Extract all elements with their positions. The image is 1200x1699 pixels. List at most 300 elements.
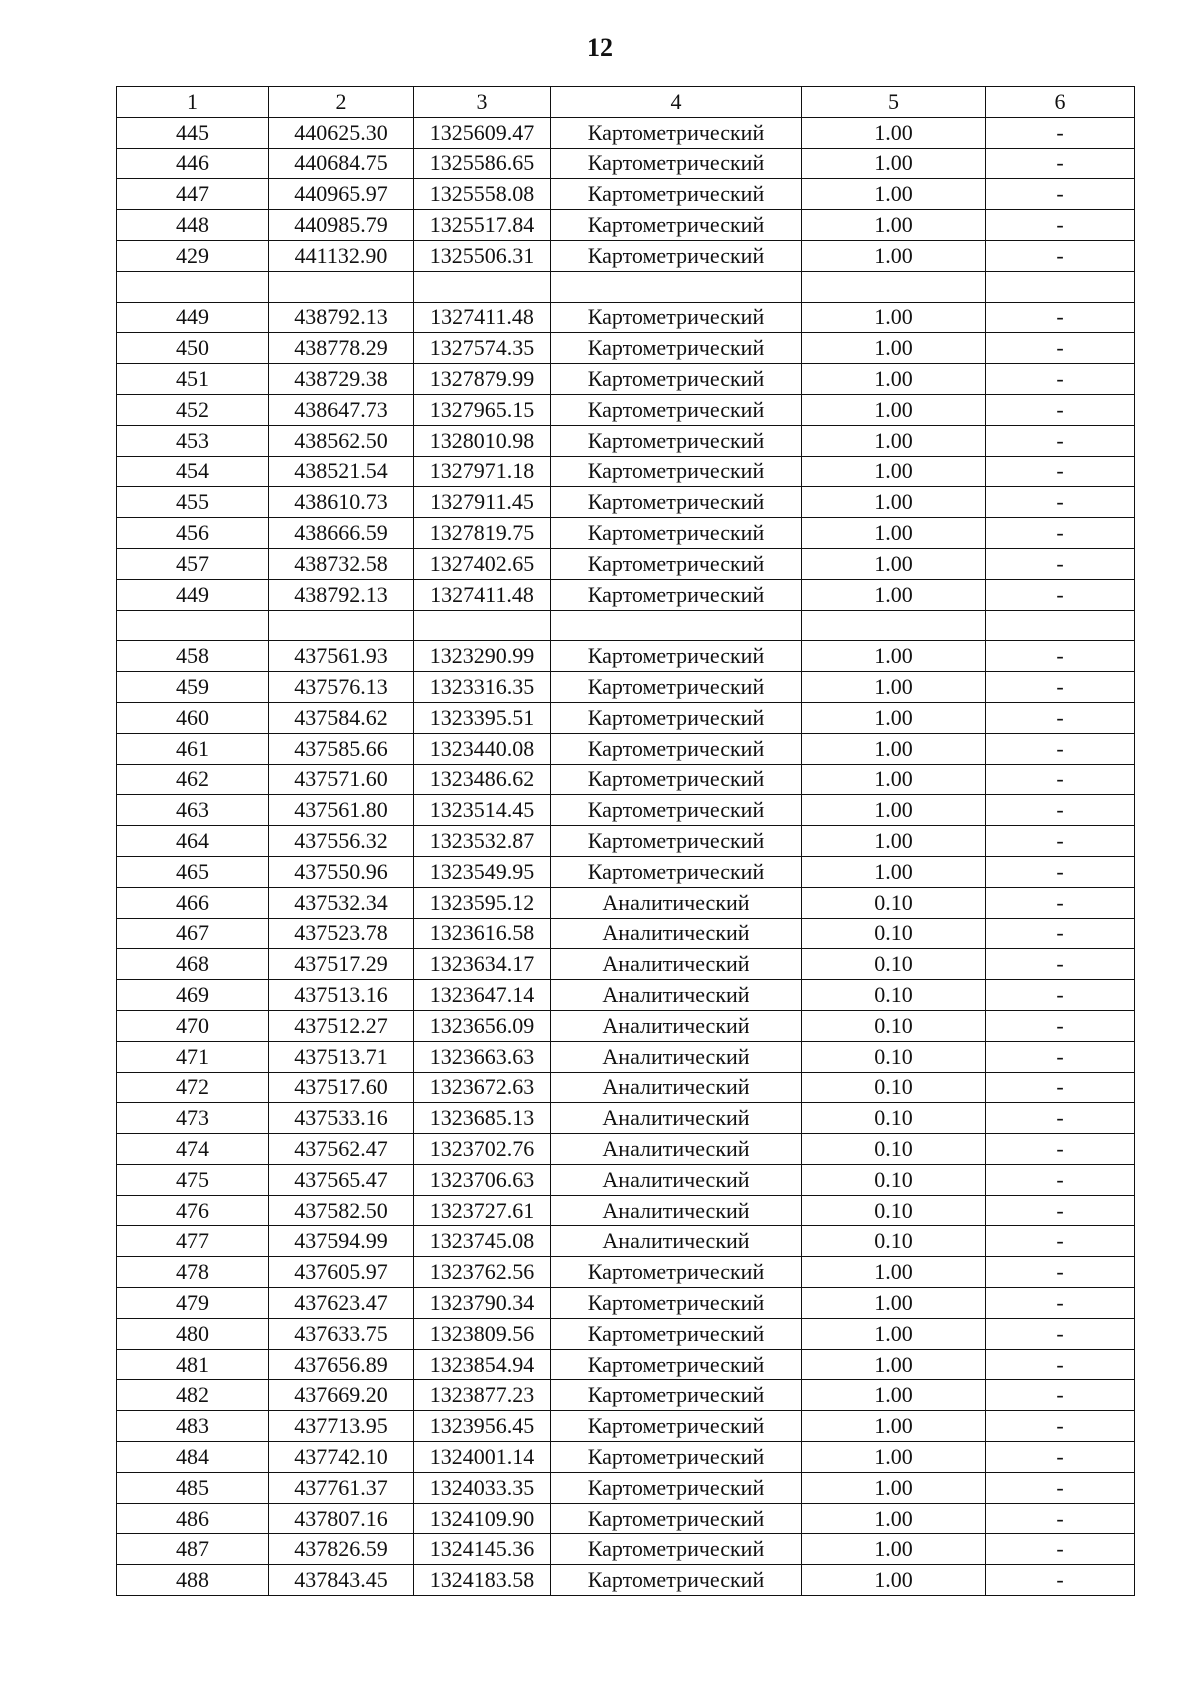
method-cell: Картометрический bbox=[551, 1472, 802, 1503]
x-coordinate-cell: 437585.66 bbox=[269, 733, 414, 764]
y-coordinate-cell: 1327402.65 bbox=[414, 548, 551, 579]
method-cell: Картометрический bbox=[551, 240, 802, 271]
x-coordinate-cell: 437565.47 bbox=[269, 1164, 414, 1195]
method-cell: Картометрический bbox=[551, 1257, 802, 1288]
method-cell: Картометрический bbox=[551, 1442, 802, 1473]
x-coordinate-cell: 437550.96 bbox=[269, 856, 414, 887]
method-cell: Аналитический bbox=[551, 1226, 802, 1257]
y-coordinate-cell: 1323532.87 bbox=[414, 826, 551, 857]
accuracy-cell: 1.00 bbox=[802, 641, 986, 672]
point-number-cell: 447 bbox=[117, 179, 269, 210]
point-number-cell: 456 bbox=[117, 518, 269, 549]
accuracy-cell: 0.10 bbox=[802, 1195, 986, 1226]
header-cell-6: 6 bbox=[986, 87, 1135, 118]
y-coordinate-cell: 1323290.99 bbox=[414, 641, 551, 672]
table-row bbox=[117, 702, 1135, 733]
point-number-cell: 468 bbox=[117, 949, 269, 980]
note-cell: - bbox=[986, 456, 1135, 487]
note-cell: - bbox=[986, 918, 1135, 949]
y-coordinate-cell: 1324183.58 bbox=[414, 1565, 551, 1596]
table-row bbox=[117, 1041, 1135, 1072]
x-coordinate-cell: 438792.13 bbox=[269, 579, 414, 610]
note-cell: - bbox=[986, 1103, 1135, 1134]
x-coordinate-cell: 437532.34 bbox=[269, 887, 414, 918]
note-cell: - bbox=[986, 117, 1135, 148]
table-row bbox=[117, 394, 1135, 425]
header-cell-1: 1 bbox=[117, 87, 269, 118]
note-cell: - bbox=[986, 1318, 1135, 1349]
y-coordinate-cell: 1323549.95 bbox=[414, 856, 551, 887]
accuracy-cell: 0.10 bbox=[802, 1103, 986, 1134]
method-cell: Картометрический bbox=[551, 117, 802, 148]
x-coordinate-cell: 440965.97 bbox=[269, 179, 414, 210]
y-coordinate-cell: 1323762.56 bbox=[414, 1257, 551, 1288]
table-row bbox=[117, 1010, 1135, 1041]
table-row bbox=[117, 1072, 1135, 1103]
method-cell bbox=[551, 271, 802, 302]
method-cell: Картометрический bbox=[551, 548, 802, 579]
method-cell: Картометрический bbox=[551, 518, 802, 549]
point-number-cell: 487 bbox=[117, 1534, 269, 1565]
point-number-cell: 449 bbox=[117, 579, 269, 610]
point-number-cell: 458 bbox=[117, 641, 269, 672]
y-coordinate-cell: 1327879.99 bbox=[414, 364, 551, 395]
point-number-cell: 469 bbox=[117, 980, 269, 1011]
method-cell: Картометрический bbox=[551, 1565, 802, 1596]
y-coordinate-cell: 1328010.98 bbox=[414, 425, 551, 456]
method-cell: Картометрический bbox=[551, 641, 802, 672]
accuracy-cell: 1.00 bbox=[802, 1472, 986, 1503]
note-cell bbox=[986, 610, 1135, 641]
note-cell: - bbox=[986, 672, 1135, 703]
note-cell: - bbox=[986, 302, 1135, 333]
point-number-cell: 485 bbox=[117, 1472, 269, 1503]
y-coordinate-cell: 1325517.84 bbox=[414, 210, 551, 241]
method-cell: Аналитический bbox=[551, 1072, 802, 1103]
note-cell: - bbox=[986, 1411, 1135, 1442]
point-number-cell bbox=[117, 610, 269, 641]
x-coordinate-cell: 438729.38 bbox=[269, 364, 414, 395]
note-cell: - bbox=[986, 1195, 1135, 1226]
table-body bbox=[117, 117, 1135, 1595]
note-cell: - bbox=[986, 425, 1135, 456]
header-row bbox=[117, 87, 1135, 118]
table-row bbox=[117, 826, 1135, 857]
accuracy-cell: 1.00 bbox=[802, 764, 986, 795]
table-row bbox=[117, 302, 1135, 333]
note-cell: - bbox=[986, 887, 1135, 918]
y-coordinate-cell: 1323440.08 bbox=[414, 733, 551, 764]
point-number-cell: 472 bbox=[117, 1072, 269, 1103]
y-coordinate-cell: 1323663.63 bbox=[414, 1041, 551, 1072]
x-coordinate-cell: 437561.80 bbox=[269, 795, 414, 826]
accuracy-cell: 0.10 bbox=[802, 1226, 986, 1257]
x-coordinate-cell: 437826.59 bbox=[269, 1534, 414, 1565]
accuracy-cell: 1.00 bbox=[802, 1534, 986, 1565]
x-coordinate-cell: 437633.75 bbox=[269, 1318, 414, 1349]
x-coordinate-cell: 438610.73 bbox=[269, 487, 414, 518]
note-cell: - bbox=[986, 1257, 1135, 1288]
x-coordinate-cell: 437562.47 bbox=[269, 1134, 414, 1165]
accuracy-cell: 1.00 bbox=[802, 487, 986, 518]
method-cell: Аналитический bbox=[551, 918, 802, 949]
method-cell: Картометрический bbox=[551, 1288, 802, 1319]
note-cell: - bbox=[986, 1380, 1135, 1411]
table-row bbox=[117, 1257, 1135, 1288]
point-number-cell: 460 bbox=[117, 702, 269, 733]
accuracy-cell: 1.00 bbox=[802, 856, 986, 887]
note-cell: - bbox=[986, 1503, 1135, 1534]
note-cell: - bbox=[986, 826, 1135, 857]
x-coordinate-cell: 437512.27 bbox=[269, 1010, 414, 1041]
table-row bbox=[117, 1318, 1135, 1349]
x-coordinate-cell: 438666.59 bbox=[269, 518, 414, 549]
method-cell: Картометрический bbox=[551, 795, 802, 826]
point-number-cell: 476 bbox=[117, 1195, 269, 1226]
x-coordinate-cell: 437523.78 bbox=[269, 918, 414, 949]
accuracy-cell: 0.10 bbox=[802, 918, 986, 949]
y-coordinate-cell: 1323395.51 bbox=[414, 702, 551, 733]
note-cell: - bbox=[986, 1565, 1135, 1596]
x-coordinate-cell: 440985.79 bbox=[269, 210, 414, 241]
note-cell: - bbox=[986, 764, 1135, 795]
accuracy-cell bbox=[802, 271, 986, 302]
y-coordinate-cell: 1323316.35 bbox=[414, 672, 551, 703]
accuracy-cell bbox=[802, 610, 986, 641]
table-row bbox=[117, 117, 1135, 148]
point-number-cell: 481 bbox=[117, 1349, 269, 1380]
method-cell bbox=[551, 610, 802, 641]
accuracy-cell: 1.00 bbox=[802, 1442, 986, 1473]
x-coordinate-cell: 437513.16 bbox=[269, 980, 414, 1011]
point-number-cell: 465 bbox=[117, 856, 269, 887]
y-coordinate-cell: 1323656.09 bbox=[414, 1010, 551, 1041]
method-cell: Картометрический bbox=[551, 764, 802, 795]
x-coordinate-cell: 438778.29 bbox=[269, 333, 414, 364]
x-coordinate-cell: 437594.99 bbox=[269, 1226, 414, 1257]
x-coordinate-cell: 437533.16 bbox=[269, 1103, 414, 1134]
method-cell: Картометрический bbox=[551, 672, 802, 703]
table-row bbox=[117, 733, 1135, 764]
note-cell: - bbox=[986, 1226, 1135, 1257]
accuracy-cell: 1.00 bbox=[802, 333, 986, 364]
method-cell: Картометрический bbox=[551, 1349, 802, 1380]
accuracy-cell: 1.00 bbox=[802, 795, 986, 826]
table-row bbox=[117, 1195, 1135, 1226]
accuracy-cell: 0.10 bbox=[802, 1134, 986, 1165]
point-number-cell: 449 bbox=[117, 302, 269, 333]
table-row bbox=[117, 456, 1135, 487]
accuracy-cell: 1.00 bbox=[802, 394, 986, 425]
y-coordinate-cell: 1323634.17 bbox=[414, 949, 551, 980]
method-cell: Картометрический bbox=[551, 148, 802, 179]
y-coordinate-cell: 1323702.76 bbox=[414, 1134, 551, 1165]
point-number-cell: 478 bbox=[117, 1257, 269, 1288]
accuracy-cell: 1.00 bbox=[802, 364, 986, 395]
table-row bbox=[117, 1288, 1135, 1319]
x-coordinate-cell bbox=[269, 610, 414, 641]
note-cell: - bbox=[986, 333, 1135, 364]
table-row bbox=[117, 949, 1135, 980]
note-cell: - bbox=[986, 1134, 1135, 1165]
y-coordinate-cell: 1327971.18 bbox=[414, 456, 551, 487]
table-row bbox=[117, 641, 1135, 672]
method-cell: Картометрический bbox=[551, 210, 802, 241]
x-coordinate-cell: 437556.32 bbox=[269, 826, 414, 857]
accuracy-cell: 1.00 bbox=[802, 518, 986, 549]
point-number-cell: 473 bbox=[117, 1103, 269, 1134]
point-number-cell: 488 bbox=[117, 1565, 269, 1596]
method-cell: Аналитический bbox=[551, 1041, 802, 1072]
x-coordinate-cell: 438732.58 bbox=[269, 548, 414, 579]
y-coordinate-cell: 1323486.62 bbox=[414, 764, 551, 795]
method-cell: Картометрический bbox=[551, 733, 802, 764]
point-number-cell: 482 bbox=[117, 1380, 269, 1411]
table-row bbox=[117, 1164, 1135, 1195]
x-coordinate-cell: 437584.62 bbox=[269, 702, 414, 733]
y-coordinate-cell: 1325586.65 bbox=[414, 148, 551, 179]
point-number-cell: 459 bbox=[117, 672, 269, 703]
y-coordinate-cell: 1327411.48 bbox=[414, 302, 551, 333]
method-cell: Картометрический bbox=[551, 826, 802, 857]
x-coordinate-cell bbox=[269, 271, 414, 302]
method-cell: Картометрический bbox=[551, 1411, 802, 1442]
method-cell: Картометрический bbox=[551, 856, 802, 887]
point-number-cell: 453 bbox=[117, 425, 269, 456]
x-coordinate-cell: 437623.47 bbox=[269, 1288, 414, 1319]
x-coordinate-cell: 437807.16 bbox=[269, 1503, 414, 1534]
y-coordinate-cell: 1323647.14 bbox=[414, 980, 551, 1011]
y-coordinate-cell: 1323595.12 bbox=[414, 887, 551, 918]
method-cell: Аналитический bbox=[551, 949, 802, 980]
x-coordinate-cell: 437517.60 bbox=[269, 1072, 414, 1103]
header-cell-5: 5 bbox=[802, 87, 986, 118]
point-number-cell: 475 bbox=[117, 1164, 269, 1195]
x-coordinate-cell: 437713.95 bbox=[269, 1411, 414, 1442]
table-row bbox=[117, 1411, 1135, 1442]
table-row bbox=[117, 210, 1135, 241]
accuracy-cell: 1.00 bbox=[802, 456, 986, 487]
point-number-cell: 463 bbox=[117, 795, 269, 826]
accuracy-cell: 1.00 bbox=[802, 148, 986, 179]
method-cell: Картометрический bbox=[551, 333, 802, 364]
point-number-cell: 480 bbox=[117, 1318, 269, 1349]
note-cell: - bbox=[986, 795, 1135, 826]
note-cell: - bbox=[986, 518, 1135, 549]
note-cell: - bbox=[986, 641, 1135, 672]
point-number-cell: 452 bbox=[117, 394, 269, 425]
x-coordinate-cell: 437742.10 bbox=[269, 1442, 414, 1473]
accuracy-cell: 1.00 bbox=[802, 1411, 986, 1442]
method-cell: Картометрический bbox=[551, 1503, 802, 1534]
method-cell: Аналитический bbox=[551, 1134, 802, 1165]
y-coordinate-cell: 1323685.13 bbox=[414, 1103, 551, 1134]
table-row bbox=[117, 1349, 1135, 1380]
y-coordinate-cell bbox=[414, 271, 551, 302]
y-coordinate-cell: 1327911.45 bbox=[414, 487, 551, 518]
accuracy-cell: 1.00 bbox=[802, 210, 986, 241]
point-number-cell: 486 bbox=[117, 1503, 269, 1534]
note-cell: - bbox=[986, 1041, 1135, 1072]
method-cell: Аналитический bbox=[551, 1010, 802, 1041]
note-cell bbox=[986, 271, 1135, 302]
point-number-cell: 448 bbox=[117, 210, 269, 241]
table-row bbox=[117, 1134, 1135, 1165]
table-row bbox=[117, 795, 1135, 826]
y-coordinate-cell bbox=[414, 610, 551, 641]
x-coordinate-cell: 438562.50 bbox=[269, 425, 414, 456]
x-coordinate-cell: 441132.90 bbox=[269, 240, 414, 271]
table-row bbox=[117, 1534, 1135, 1565]
x-coordinate-cell: 438521.54 bbox=[269, 456, 414, 487]
accuracy-cell: 1.00 bbox=[802, 733, 986, 764]
table-row bbox=[117, 548, 1135, 579]
accuracy-cell: 0.10 bbox=[802, 949, 986, 980]
method-cell: Картометрический bbox=[551, 579, 802, 610]
point-number-cell: 450 bbox=[117, 333, 269, 364]
y-coordinate-cell: 1324109.90 bbox=[414, 1503, 551, 1534]
method-cell: Картометрический bbox=[551, 456, 802, 487]
point-number-cell: 457 bbox=[117, 548, 269, 579]
method-cell: Картометрический bbox=[551, 425, 802, 456]
table-row bbox=[117, 1472, 1135, 1503]
note-cell: - bbox=[986, 1442, 1135, 1473]
note-cell: - bbox=[986, 1534, 1135, 1565]
point-number-cell: 483 bbox=[117, 1411, 269, 1442]
accuracy-cell: 1.00 bbox=[802, 1288, 986, 1319]
table-row bbox=[117, 1442, 1135, 1473]
table-row bbox=[117, 1503, 1135, 1534]
table-row bbox=[117, 518, 1135, 549]
note-cell: - bbox=[986, 487, 1135, 518]
method-cell: Аналитический bbox=[551, 1195, 802, 1226]
table-row bbox=[117, 1103, 1135, 1134]
accuracy-cell: 1.00 bbox=[802, 179, 986, 210]
accuracy-cell: 1.00 bbox=[802, 702, 986, 733]
table-row bbox=[117, 364, 1135, 395]
y-coordinate-cell: 1323790.34 bbox=[414, 1288, 551, 1319]
note-cell: - bbox=[986, 949, 1135, 980]
note-cell: - bbox=[986, 579, 1135, 610]
y-coordinate-cell: 1323706.63 bbox=[414, 1164, 551, 1195]
note-cell: - bbox=[986, 1072, 1135, 1103]
y-coordinate-cell: 1327411.48 bbox=[414, 579, 551, 610]
x-coordinate-cell: 437656.89 bbox=[269, 1349, 414, 1380]
table-row bbox=[117, 240, 1135, 271]
x-coordinate-cell: 437843.45 bbox=[269, 1565, 414, 1596]
y-coordinate-cell: 1323809.56 bbox=[414, 1318, 551, 1349]
note-cell: - bbox=[986, 733, 1135, 764]
table-row bbox=[117, 980, 1135, 1011]
accuracy-cell: 1.00 bbox=[802, 579, 986, 610]
accuracy-cell: 1.00 bbox=[802, 1257, 986, 1288]
point-number-cell: 455 bbox=[117, 487, 269, 518]
note-cell: - bbox=[986, 856, 1135, 887]
x-coordinate-cell: 437576.13 bbox=[269, 672, 414, 703]
accuracy-cell: 0.10 bbox=[802, 1072, 986, 1103]
table-row bbox=[117, 148, 1135, 179]
point-number-cell: 479 bbox=[117, 1288, 269, 1319]
x-coordinate-cell: 438792.13 bbox=[269, 302, 414, 333]
method-cell: Аналитический bbox=[551, 887, 802, 918]
note-cell: - bbox=[986, 394, 1135, 425]
note-cell: - bbox=[986, 1472, 1135, 1503]
x-coordinate-cell: 440625.30 bbox=[269, 117, 414, 148]
point-number-cell: 477 bbox=[117, 1226, 269, 1257]
table-row bbox=[117, 179, 1135, 210]
y-coordinate-cell: 1325609.47 bbox=[414, 117, 551, 148]
x-coordinate-cell: 437582.50 bbox=[269, 1195, 414, 1226]
accuracy-cell: 0.10 bbox=[802, 1041, 986, 1072]
method-cell: Картометрический bbox=[551, 394, 802, 425]
note-cell: - bbox=[986, 240, 1135, 271]
point-number-cell: 470 bbox=[117, 1010, 269, 1041]
accuracy-cell: 1.00 bbox=[802, 302, 986, 333]
accuracy-cell: 0.10 bbox=[802, 980, 986, 1011]
x-coordinate-cell: 437761.37 bbox=[269, 1472, 414, 1503]
accuracy-cell: 0.10 bbox=[802, 887, 986, 918]
accuracy-cell: 1.00 bbox=[802, 1380, 986, 1411]
note-cell: - bbox=[986, 179, 1135, 210]
note-cell: - bbox=[986, 1010, 1135, 1041]
y-coordinate-cell: 1325558.08 bbox=[414, 179, 551, 210]
header-cell-4: 4 bbox=[551, 87, 802, 118]
method-cell: Картометрический bbox=[551, 702, 802, 733]
x-coordinate-cell: 437571.60 bbox=[269, 764, 414, 795]
note-cell: - bbox=[986, 702, 1135, 733]
x-coordinate-cell: 440684.75 bbox=[269, 148, 414, 179]
table-row bbox=[117, 579, 1135, 610]
note-cell: - bbox=[986, 1164, 1135, 1195]
note-cell: - bbox=[986, 148, 1135, 179]
y-coordinate-cell: 1327574.35 bbox=[414, 333, 551, 364]
method-cell: Аналитический bbox=[551, 1164, 802, 1195]
accuracy-cell: 1.00 bbox=[802, 1349, 986, 1380]
spacer-row bbox=[117, 271, 1135, 302]
x-coordinate-cell: 437605.97 bbox=[269, 1257, 414, 1288]
table-row bbox=[117, 1565, 1135, 1596]
y-coordinate-cell: 1327819.75 bbox=[414, 518, 551, 549]
table-row bbox=[117, 764, 1135, 795]
accuracy-cell: 1.00 bbox=[802, 240, 986, 271]
table-row bbox=[117, 425, 1135, 456]
point-number-cell: 454 bbox=[117, 456, 269, 487]
accuracy-cell: 1.00 bbox=[802, 425, 986, 456]
point-number-cell: 461 bbox=[117, 733, 269, 764]
point-number-cell: 484 bbox=[117, 1442, 269, 1473]
spacer-row bbox=[117, 610, 1135, 641]
y-coordinate-cell: 1323745.08 bbox=[414, 1226, 551, 1257]
note-cell: - bbox=[986, 1349, 1135, 1380]
header-cell-3: 3 bbox=[414, 87, 551, 118]
header-cell-2: 2 bbox=[269, 87, 414, 118]
coordinates-table bbox=[116, 86, 1135, 1596]
y-coordinate-cell: 1323877.23 bbox=[414, 1380, 551, 1411]
table-row bbox=[117, 487, 1135, 518]
point-number-cell: 451 bbox=[117, 364, 269, 395]
table-row bbox=[117, 1226, 1135, 1257]
accuracy-cell: 0.10 bbox=[802, 1010, 986, 1041]
y-coordinate-cell: 1323956.45 bbox=[414, 1411, 551, 1442]
table-row bbox=[117, 672, 1135, 703]
y-coordinate-cell: 1325506.31 bbox=[414, 240, 551, 271]
y-coordinate-cell: 1323854.94 bbox=[414, 1349, 551, 1380]
point-number-cell: 474 bbox=[117, 1134, 269, 1165]
method-cell: Картометрический bbox=[551, 1534, 802, 1565]
x-coordinate-cell: 437517.29 bbox=[269, 949, 414, 980]
y-coordinate-cell: 1323727.61 bbox=[414, 1195, 551, 1226]
point-number-cell: 445 bbox=[117, 117, 269, 148]
